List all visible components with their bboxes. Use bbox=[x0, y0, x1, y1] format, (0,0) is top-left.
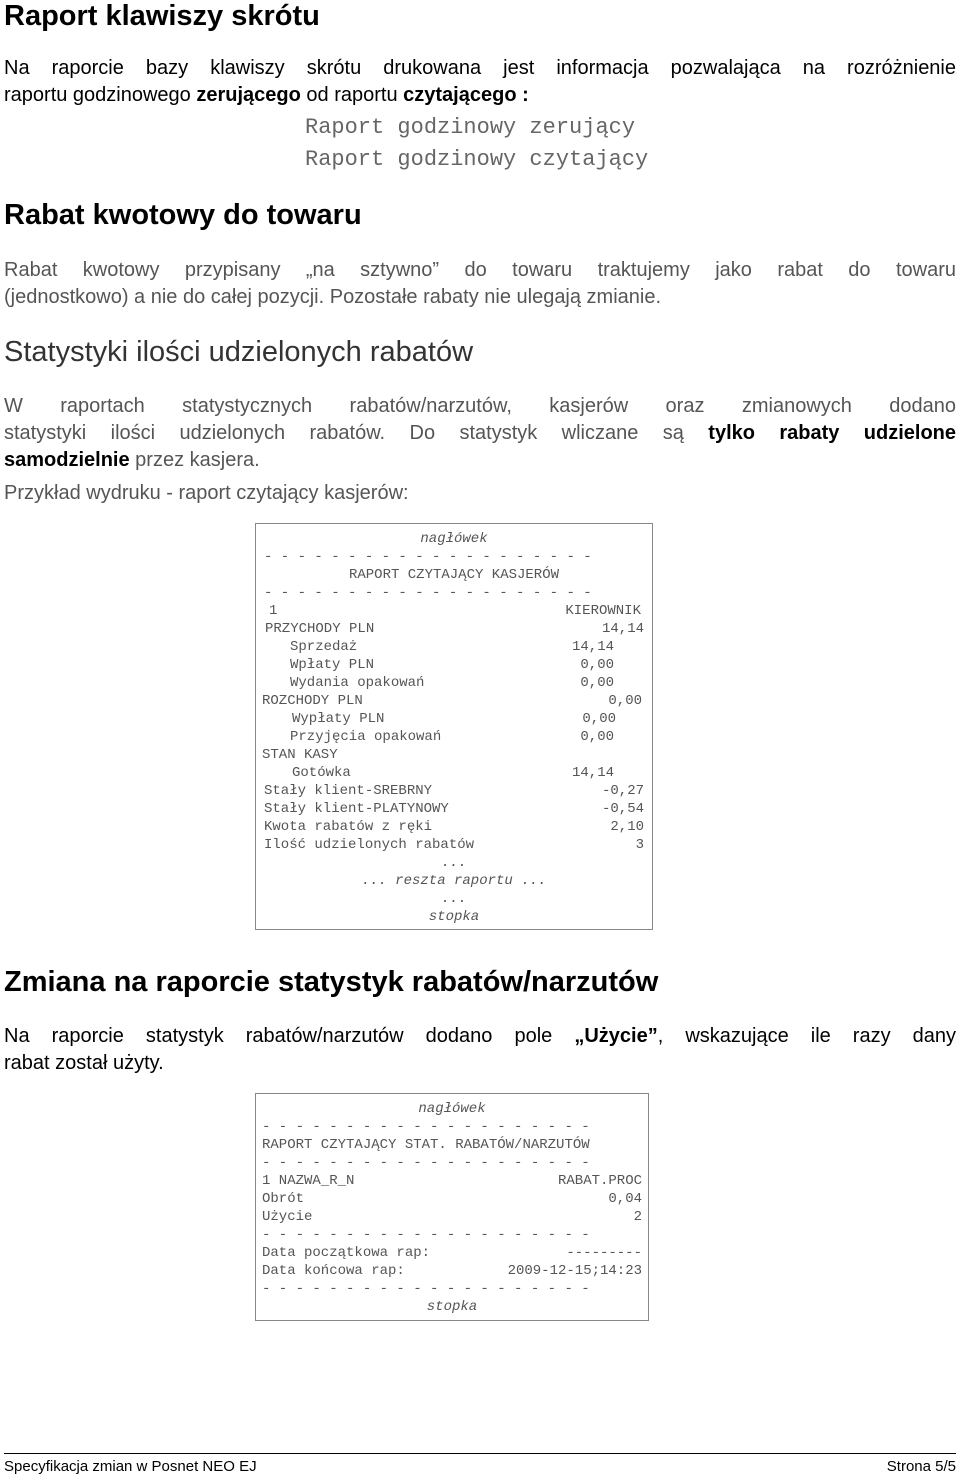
receipt-header: nagłówek bbox=[420, 531, 488, 547]
section-title-discount-stats: Statystyki ilości udzielonych rabatów bbox=[4, 336, 474, 368]
bold-independently: samodzielnie bbox=[4, 449, 130, 471]
paragraph-line: rabat został użyty. bbox=[4, 1052, 164, 1074]
paragraph-line bbox=[4, 420, 956, 447]
discount-stats-change-paragraph bbox=[4, 1023, 956, 1077]
receipt-value: 14,14 bbox=[571, 639, 614, 655]
receipt-dashes: - - - - - - - - - - - - - - - - - - - - bbox=[262, 1119, 590, 1135]
receipt-value: -0,54 bbox=[601, 801, 644, 817]
paragraph-line: W raportach statystycznych rabatów/narzutów, kasjerów oraz zmianowych dodano bbox=[4, 395, 956, 417]
receipt-label: Gotówka bbox=[292, 765, 351, 781]
discount-stats-paragraph bbox=[4, 393, 956, 507]
receipt-dashes: - - - - - - - - - - - - - - - - - - - - bbox=[262, 1155, 590, 1171]
text-span: raportu godzinowego bbox=[4, 84, 191, 106]
paragraph-line bbox=[4, 447, 956, 474]
receipt-label: STAN KASY bbox=[262, 747, 338, 763]
receipt-value: 3 bbox=[635, 837, 644, 853]
receipt-discount-stats-report bbox=[255, 1093, 649, 1321]
receipt-value: 0,00 bbox=[582, 711, 616, 727]
receipt-dashes: - - - - - - - - - - - - - - - - - - - - bbox=[264, 585, 592, 601]
receipt-label: Stały klient-PLATYNOWY bbox=[264, 801, 449, 817]
footer-page-number: Strona 5/5 bbox=[886, 1458, 956, 1475]
receipt-value: 0,00 bbox=[580, 729, 614, 745]
receipt-value: 2,10 bbox=[610, 819, 644, 835]
footer-divider bbox=[4, 1453, 956, 1454]
receipt-value: --------- bbox=[566, 1245, 642, 1261]
footer-document-title: Specyfikacja zmian w Posnet NEO EJ bbox=[4, 1458, 257, 1475]
receipt-label: 1 NAZWA_R_N bbox=[262, 1173, 355, 1189]
example-caption: Przykład wydruku - raport czytający kasjerów: bbox=[4, 482, 409, 504]
receipt-label: Wpłaty PLN bbox=[290, 657, 375, 673]
bold-zerujacy: zerującego bbox=[196, 84, 301, 106]
receipt-label: ROZCHODY PLN bbox=[262, 693, 363, 709]
section-title-shortcut-report: Raport klawiszy skrótu bbox=[4, 0, 320, 32]
receipt-value: 0,00 bbox=[608, 693, 642, 709]
receipt-label: Data końcowa rap: bbox=[262, 1263, 405, 1279]
receipt-value: 2 bbox=[633, 1209, 642, 1225]
section-title-discount-stats-change: Zmiana na raporcie statystyk rabatów/narzutów bbox=[4, 966, 659, 998]
receipt-footer: stopka bbox=[428, 909, 480, 925]
receipt-label: Sprzedaż bbox=[290, 639, 358, 655]
receipt-label: Wydania opakowań bbox=[290, 675, 425, 691]
paragraph-line bbox=[4, 82, 956, 109]
receipt-label: Ilość udzielonych rabatów bbox=[264, 837, 475, 853]
receipt-label: 1 bbox=[269, 603, 278, 619]
amount-discount-paragraph bbox=[4, 257, 956, 311]
receipt-label: Wypłaty PLN bbox=[292, 711, 385, 727]
receipt-label: PRZYCHODY PLN bbox=[265, 621, 375, 637]
receipt-ellipsis: ... bbox=[441, 855, 467, 871]
mono-line-zerujacy: Raport godzinowy zerujący bbox=[305, 115, 636, 140]
text-span: przez kasjera. bbox=[135, 449, 260, 471]
paragraph-line: (jednostkowo) a nie do całej pozycji. Pozostałe rabaty nie ulegają zmianie. bbox=[4, 286, 662, 308]
receipt-value: 2009-12-15;14:23 bbox=[507, 1263, 642, 1279]
receipt-ellipsis: ... bbox=[441, 891, 467, 907]
text-span: , wskazujące ile razy dany bbox=[657, 1025, 957, 1047]
receipt-label: Użycie bbox=[262, 1209, 313, 1225]
receipt-dashes: - - - - - - - - - - - - - - - - - - - - bbox=[264, 549, 592, 565]
receipt-header: nagłówek bbox=[418, 1101, 486, 1117]
bold-czytajacy: czytającego : bbox=[403, 84, 529, 106]
receipt-label: Kwota rabatów z ręki bbox=[264, 819, 433, 835]
receipt-value: 0,00 bbox=[580, 657, 614, 673]
receipt-value: 0,00 bbox=[580, 675, 614, 691]
bold-usage-field: „Użycie” bbox=[574, 1025, 658, 1047]
text-span: od raportu bbox=[306, 84, 398, 106]
section-title-amount-discount: Rabat kwotowy do towaru bbox=[4, 199, 362, 231]
receipt-value: RABAT.PROC bbox=[557, 1173, 642, 1189]
bold-only-discounts: tylko rabaty udzielone bbox=[708, 422, 957, 444]
paragraph-line: Na raporcie bazy klawiszy skrótu drukowana jest informacja pozwalająca na rozróżnienie bbox=[4, 57, 956, 79]
receipt-value: 0,04 bbox=[608, 1191, 642, 1207]
receipt-label: Obrót bbox=[262, 1191, 305, 1207]
receipt-title: RAPORT CZYTAJĄCY STAT. RABATÓW/NARZUTÓW bbox=[262, 1137, 590, 1153]
paragraph-line: Rabat kwotowy przypisany „na sztywno” do towaru traktujemy jako rabat do towaru bbox=[4, 259, 956, 281]
receipt-value: -0,27 bbox=[601, 783, 644, 799]
receipt-cashier-report bbox=[255, 523, 653, 930]
shortcut-report-paragraph bbox=[4, 55, 956, 109]
receipt-rest-of-report: ... reszta raportu ... bbox=[361, 873, 547, 889]
receipt-label: Stały klient-SREBRNY bbox=[264, 783, 433, 799]
receipt-value: KIEROWNIK bbox=[565, 603, 641, 619]
receipt-label: Przyjęcia opakowań bbox=[290, 729, 442, 745]
mono-line-czytajacy: Raport godzinowy czytający bbox=[305, 147, 649, 172]
text-span: Na raporcie statystyk rabatów/narzutów dodano pole bbox=[4, 1025, 553, 1047]
receipt-dashes: - - - - - - - - - - - - - - - - - - - - bbox=[262, 1227, 590, 1243]
receipt-value: 14,14 bbox=[571, 765, 614, 781]
receipt-value: 14,14 bbox=[601, 621, 644, 637]
mono-example-block bbox=[305, 112, 648, 176]
receipt-title: RAPORT CZYTAJĄCY KASJERÓW bbox=[348, 567, 560, 583]
text-span: statystyki ilości udzielonych rabatów. Do statystyk wliczane są bbox=[4, 422, 684, 444]
receipt-dashes: - - - - - - - - - - - - - - - - - - - - bbox=[262, 1281, 590, 1297]
paragraph-line bbox=[4, 1023, 956, 1050]
receipt-label: Data początkowa rap: bbox=[262, 1245, 431, 1261]
receipt-footer: stopka bbox=[426, 1299, 478, 1315]
